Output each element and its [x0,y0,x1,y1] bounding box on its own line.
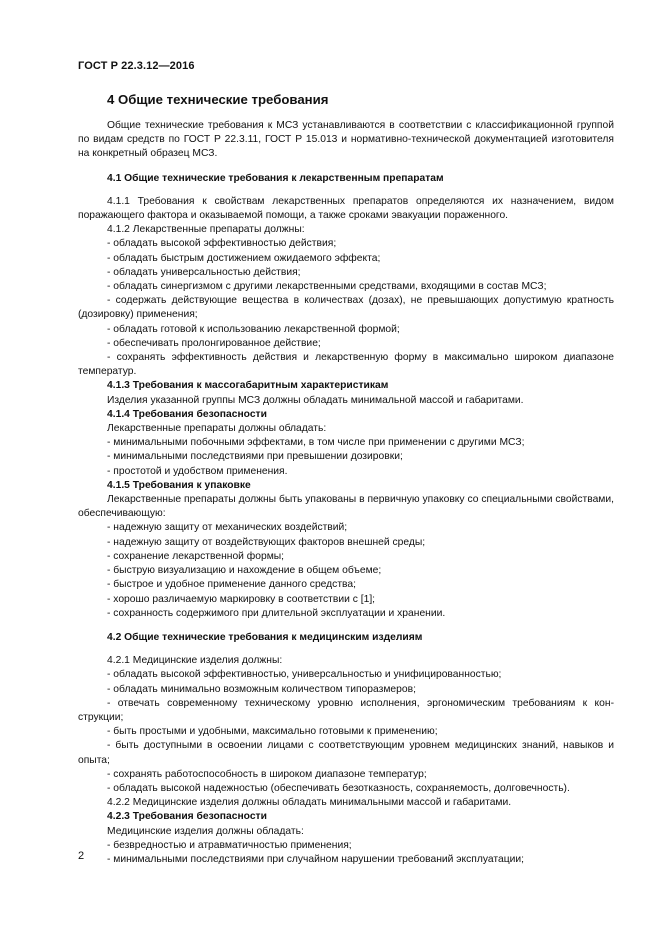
list-item: - минимальными последствиями при превышении дозировки; [107,451,403,463]
paragraph-4-2-2: 4.2.2 Медицинские изделия должны обладать минимальными массой и габаритами. [107,797,512,809]
doc-code-header: ГОСТ Р 22.3.12—2016 [78,60,195,72]
list-item: - простотой и удобством применения. [107,465,288,477]
list-item: - быть простыми и удобными, максимально готовыми к применению; [107,726,438,738]
subsection-4-1-title: 4.1 Общие технические требования к лекарственным препаратам [107,172,444,184]
paragraph-4-1-4: Лекарственные препараты должны обладать: [107,423,327,435]
paragraph-4-1-3: Изделия указанной группы МСЗ должны обладать минимальной массой и габаритами. [107,394,524,406]
page-number: 2 [78,850,85,862]
heading-4-2-3: 4.2.3 Требования безопасности [107,811,267,823]
list-item: - обеспечивать пролонгированное действие; [107,337,321,349]
list-item: - отвечать современному техническому уровню исполнения, эргономическим требованиям к конструкции; [78,697,614,723]
list-item: - минимальными последствиями при случайном нарушении требований эксплуатации; [107,853,525,865]
list-item: - безвредностью и атравматичностью применения; [107,839,352,851]
list-item: - быструю визуализацию и нахождение в общем объеме; [107,565,382,577]
list-item: - обладать высокой эффективностью, универсальностью и унифицированностью; [107,669,502,681]
list-item: - хорошо различаемую маркировку в соответствии с [1]; [107,593,376,605]
list-item: - надежную защиту от механических воздействий; [107,522,348,534]
paragraph-4-2-1: 4.2.1 Медицинские изделия должны: [107,655,283,667]
page-content [78,90,614,867]
list-item: - обладать универсальностью действия; [107,266,301,278]
list-item: - сохранять эффективность действия и лекарственную форму в максимально широком диапазоне температур. [78,352,614,378]
list-item: - обладать быстрым достижением ожидаемого эффекта; [107,252,381,264]
subsection-4-2-title: 4.2 Общие технические требования к медицинским изделиям [107,631,423,643]
list-item: - обладать высокой надежностью (обеспечивать безотказность, сохраняемость, долговечность). [107,782,570,794]
list-item: - обладать минимально возможным количеством типоразмеров; [107,683,416,695]
list-item: - содержать действующие вещества в количествах (дозах), не превышающих допустимую кратность (дозировку) применения; [78,295,614,321]
paragraph-4-1-5: Лекарственные препараты должны быть упакованы в первичную упаковку со специальными свойствами, обеспечивающую: [78,494,614,520]
section-title: 4 Общие технические требования [107,92,329,107]
section-intro: Общие технические требования к МСЗ устанавливаются в соответствии с классификационной группой по видам средств по ГОСТ Р 22.3.11, ГОСТ Р 15.013 и нормативно-технической документацией изготовителя на конкретный образец МСЗ. [78,120,614,160]
list-item: - сохранять работоспособность в широком диапазоне температур; [107,768,427,780]
list-item: - обладать готовой к использованию лекарственной формой; [107,323,400,335]
list-item: - минимальными побочными эффектами, в том числе при применении с другими МСЗ; [107,437,525,449]
list-item: - обладать синергизмом с другими лекарственными средствами, входящими в состав МСЗ; [107,281,547,293]
paragraph-4-1-1: 4.1.1 Требования к свойствам лекарственных препаратов определяются их назначением, видом поражающего фактора и оказываемой помощи, а также сроками эвакуации пораженного. [78,195,614,222]
heading-4-1-4: 4.1.4 Требования безопасности [107,408,267,420]
list-item: - быстрое и удобное применение данного средства; [107,579,356,591]
list-item: - надежную защиту от воздействующих факторов внешней среды; [107,536,426,548]
heading-4-1-5: 4.1.5 Требования к упаковке [107,479,251,491]
list-item: - быть доступными в освоении лицами с соответствующим уровнем медицинских знаний, навыков и опыта; [78,740,614,766]
paragraph-4-2-3: Медицинские изделия должны обладать: [107,825,304,837]
list-item: - обладать высокой эффективностью действия; [107,238,337,250]
heading-4-1-3: 4.1.3 Требования к массогабаритным характеристикам [107,380,389,392]
paragraph-4-1-2: 4.1.2 Лекарственные препараты должны: [107,224,305,236]
list-item: - сохранение лекарственной формы; [107,550,285,562]
list-item: - сохранность содержимого при длительной эксплуатации и хранении. [107,607,446,619]
